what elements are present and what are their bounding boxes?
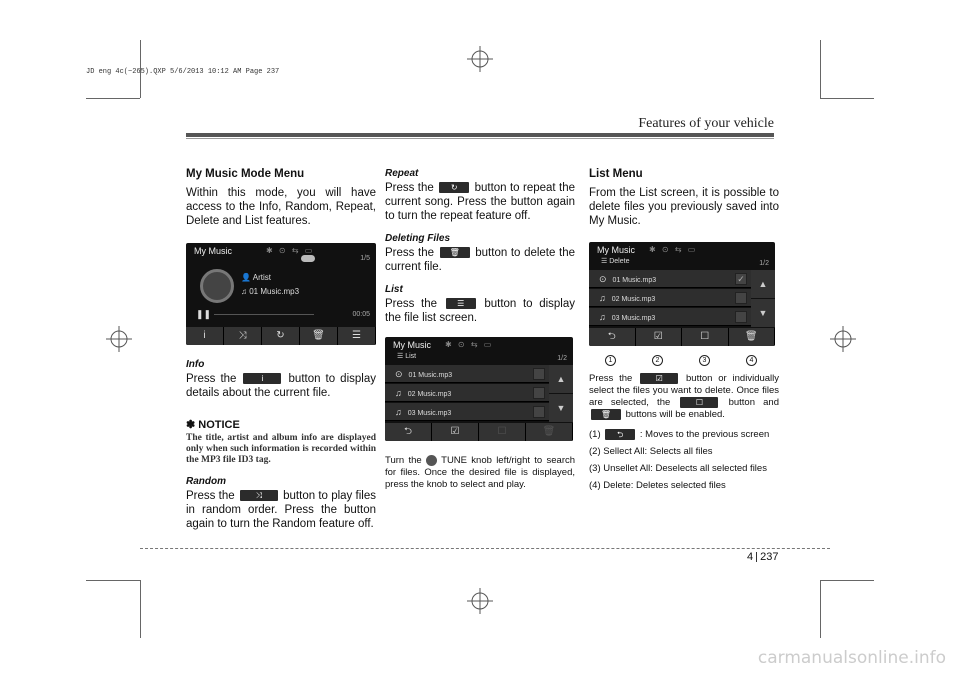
crop-mark xyxy=(140,580,141,638)
random-button[interactable]: ⤨ xyxy=(224,327,262,345)
registration-mark xyxy=(467,588,493,614)
checkbox-checked[interactable]: ✓ xyxy=(735,273,747,285)
page-number xyxy=(747,551,778,563)
callout-1: 1 xyxy=(605,355,616,366)
page-count: 1/2 xyxy=(557,355,567,362)
play-icon: ⊙ xyxy=(395,369,403,379)
back-icon: ⮌ xyxy=(605,429,635,440)
delete-button[interactable]: 🗑 xyxy=(300,327,338,345)
chapter-number: 4 xyxy=(747,551,754,563)
screen-title: My Music xyxy=(393,340,431,350)
crop-mark xyxy=(820,580,874,581)
checkbox[interactable] xyxy=(735,311,747,323)
list-icon: ☰ xyxy=(397,353,406,360)
registration-mark xyxy=(830,326,856,352)
scroll-up-button[interactable]: ▲ xyxy=(549,365,573,393)
list-screen xyxy=(385,337,573,441)
person-icon: 👤 xyxy=(241,273,253,282)
screen-title: My Music xyxy=(194,246,232,256)
artist-row xyxy=(241,273,271,282)
legend-item-3: (3) Unsellet All: Deselects all selected files xyxy=(589,463,767,475)
status-icons: ✱ ⊙ ⇆ ▭ xyxy=(649,245,698,254)
registration-mark xyxy=(106,326,132,352)
screen-toolbar xyxy=(385,423,573,441)
callout-2: 2 xyxy=(652,355,663,366)
unselect-all-button[interactable]: ☐ xyxy=(682,328,729,346)
list-item[interactable]: ♫ 02 Music.mp3 xyxy=(589,289,751,307)
legend-item-4: (4) Delete: Deletes selected files xyxy=(589,480,726,492)
checkbox[interactable] xyxy=(533,406,545,418)
elapsed-time: 00:05 xyxy=(352,311,370,318)
random-heading: Random xyxy=(186,476,226,487)
crop-mark xyxy=(820,580,821,638)
delete-button[interactable]: 🗑 xyxy=(526,423,573,441)
shuffle-icon: ⤨ xyxy=(240,490,278,501)
tune-text: Turn the TUNE knob left/right to search for files. Once the desired file is displayed, press the knob to select and play. xyxy=(385,455,576,491)
delete-screen xyxy=(589,242,775,346)
album-art-icon xyxy=(200,269,234,303)
unselect-all-icon: ☐ xyxy=(680,397,718,408)
pause-icon[interactable]: ❚❚ xyxy=(196,309,212,319)
music-note-icon: ♫ xyxy=(599,293,606,303)
tune-knob-icon xyxy=(426,455,437,466)
checkbox[interactable] xyxy=(533,368,545,380)
crop-mark xyxy=(86,98,140,99)
screen-toolbar xyxy=(589,328,775,346)
section-heading: My Music Mode Menu xyxy=(186,168,305,180)
legend-item-2: (2) Sellect All: Selects all files xyxy=(589,446,713,458)
list-button[interactable]: ☰ xyxy=(338,327,376,345)
track-row xyxy=(241,287,299,296)
status-icons: ✱ ⊙ ⇆ ▭ xyxy=(266,246,315,255)
watermark: carmanualsonline.info xyxy=(757,648,946,668)
checkbox[interactable] xyxy=(735,292,747,304)
track-count: 1/5 xyxy=(360,255,370,262)
play-icon: ⊙ xyxy=(599,274,607,284)
select-all-icon: ☑ xyxy=(640,373,678,384)
repeat-indicator-icon xyxy=(301,255,315,262)
repeat-icon: ↻ xyxy=(439,182,469,193)
crop-mark xyxy=(820,98,874,99)
music-note-icon: ♫ xyxy=(599,312,606,322)
list-item[interactable]: ♫ 03 Music.mp3 xyxy=(589,308,751,326)
scroll-up-button[interactable]: ▲ xyxy=(751,270,775,298)
back-button[interactable]: ⮌ xyxy=(385,423,432,441)
column-3 xyxy=(589,168,779,492)
callout-3: 3 xyxy=(699,355,710,366)
trash-icon: 🗑 xyxy=(591,409,621,420)
music-note-icon: ♫ xyxy=(395,388,402,398)
info-button[interactable]: i xyxy=(186,327,224,345)
back-button[interactable]: ⮌ xyxy=(589,328,636,346)
intro-text: From the List screen, it is possible to delete files you previously saved into My Music. xyxy=(589,187,779,227)
info-heading: Info xyxy=(186,359,205,370)
artist-name: Artist xyxy=(252,273,271,282)
footer-rule xyxy=(140,548,830,549)
repeat-button[interactable]: ↻ xyxy=(262,327,300,345)
repeat-text: Press the ↻ button to repeat the current song. Press the button again to turn the repeat feature off. xyxy=(385,182,575,222)
screen-toolbar xyxy=(186,327,376,345)
list-heading: List xyxy=(385,284,403,295)
crop-mark xyxy=(820,40,821,98)
list-subtitle: ☰ List xyxy=(397,353,417,360)
status-icons: ✱ ⊙ ⇆ ▭ xyxy=(445,340,494,349)
repeat-heading: Repeat xyxy=(385,168,419,179)
music-note-icon: ♫ xyxy=(241,287,250,296)
header-rule xyxy=(186,133,774,137)
delete-button[interactable]: 🗑 xyxy=(729,328,776,346)
section-heading: List Menu xyxy=(589,168,643,180)
list-item[interactable]: ⊙ 01 Music.mp3 ✓ xyxy=(589,270,751,288)
checkbox[interactable] xyxy=(533,387,545,399)
info-text: Press the i button to display details about the current file. xyxy=(186,373,376,399)
scroll-down-button[interactable]: ▼ xyxy=(549,394,573,422)
progress-bar[interactable] xyxy=(214,314,314,315)
track-name: 01 Music.mp3 xyxy=(249,287,300,296)
music-note-icon: ♫ xyxy=(395,407,402,417)
page-number-value: 237 xyxy=(760,551,779,563)
list-item[interactable]: ♫ 03 Music.mp3 xyxy=(385,403,549,421)
page-header-title: Features of your vehicle xyxy=(638,116,774,131)
notice-heading: ✽ NOTICE xyxy=(186,419,240,431)
page-count: 1/2 xyxy=(759,260,769,267)
list-text: Press the ☰ button to display the file list screen. xyxy=(385,298,575,324)
unselect-all-button[interactable]: ☐ xyxy=(479,423,526,441)
list-icon: ☰ xyxy=(601,258,610,265)
column-2 xyxy=(385,168,575,491)
deleting-heading: Deleting Files xyxy=(385,233,451,244)
delete-subtitle: ☰ Delete xyxy=(601,258,630,265)
selection-text: Press the ☑ button or individually select the files you want to delete. Once files are selected, the ☐ button and 🗑 buttons will be enabled. xyxy=(589,373,780,421)
trash-icon: 🗑 xyxy=(440,247,470,258)
screen-title: My Music xyxy=(597,245,635,255)
scroll-down-button[interactable]: ▼ xyxy=(751,299,775,327)
deleting-text: Press the 🗑 button to delete the current file. xyxy=(385,247,576,273)
list-item[interactable]: ⊙ 01 Music.mp3 xyxy=(385,365,549,383)
list-icon: ☰ xyxy=(446,298,476,309)
info-icon: i xyxy=(243,373,281,384)
random-text: Press the ⤨ button to play files in random order. Press the button again to turn the Random feature off. xyxy=(186,490,376,530)
notice-text: The title, artist and album info are displayed only when such information is recorded within the MP3 file ID3 tag. xyxy=(186,433,376,465)
callout-4: 4 xyxy=(746,355,757,366)
print-slug: JD eng 4c(~265).QXP 5/6/2013 10:12 AM Page 237 xyxy=(86,68,280,76)
select-all-button[interactable]: ☑ xyxy=(636,328,683,346)
crop-mark xyxy=(86,580,140,581)
list-item[interactable]: ♫ 02 Music.mp3 xyxy=(385,384,549,402)
registration-mark xyxy=(467,46,493,72)
select-all-button[interactable]: ☑ xyxy=(432,423,479,441)
intro-text: Within this mode, you will have access to the Info, Random, Repeat, Delete and List features. xyxy=(186,187,376,227)
my-music-screen xyxy=(186,243,376,345)
callout-numbers xyxy=(589,349,779,367)
column-1 xyxy=(186,168,376,531)
legend-item-1: (1) ⮌ : Moves to the previous screen xyxy=(589,429,770,441)
